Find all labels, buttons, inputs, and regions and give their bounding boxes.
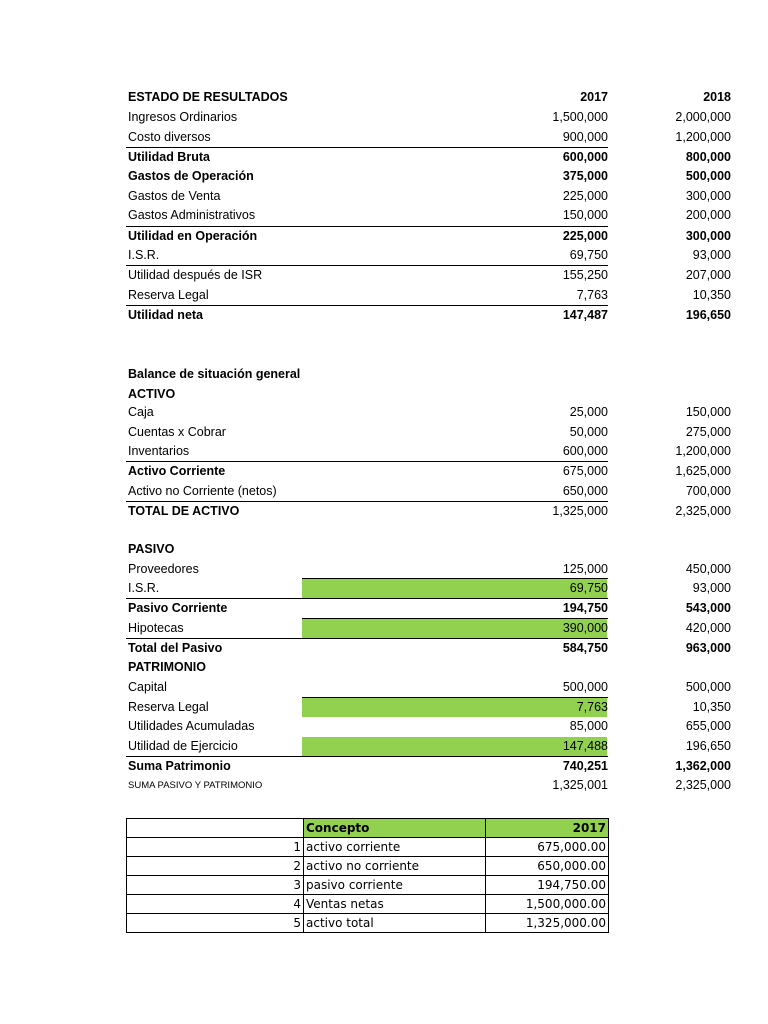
value-2017: 155,250	[562, 268, 608, 282]
value-2018: 500,000	[685, 680, 731, 694]
value-2018: 2,325,000	[675, 504, 731, 518]
value-2018: 543,000	[685, 601, 731, 615]
patrimonio-row	[126, 717, 731, 736]
value-2017: 147,487	[562, 308, 608, 322]
row-number: 4	[127, 895, 304, 914]
activo-row	[126, 403, 731, 422]
value-2017: 740,251	[562, 759, 608, 773]
balance-title-row	[126, 365, 608, 384]
patrimonio-heading: PATRIMONIO	[128, 660, 207, 674]
row-label: I.S.R.	[128, 581, 160, 595]
value-2017: 125,000	[562, 562, 608, 576]
patrimonio-heading-row	[126, 658, 608, 677]
row-label: Activo no Corriente (netos)	[128, 484, 277, 498]
value-2017: 150,000	[562, 208, 608, 222]
value-2018: 1,200,000	[675, 444, 731, 458]
value-2018: 1,625,000	[675, 464, 731, 478]
patrimonio-row	[126, 737, 731, 756]
income-row	[126, 266, 731, 285]
row-label: Inventarios	[128, 444, 190, 458]
row-label: Utilidad en Operación	[128, 229, 258, 243]
value-2017: 7,763	[576, 288, 608, 302]
value-2018: 93,000	[692, 248, 731, 262]
row-label: Utilidades Acumuladas	[128, 719, 255, 733]
row-label: Gastos de Venta	[128, 189, 221, 203]
row-label: Capital	[128, 680, 167, 694]
row-label: TOTAL DE ACTIVO	[128, 504, 240, 518]
row-concept: Ventas netas	[304, 895, 486, 914]
concept-table-header	[127, 819, 609, 838]
income-row	[126, 128, 731, 147]
value-2018: 2,000,000	[675, 110, 731, 124]
value-2017: 194,750	[562, 601, 608, 615]
row-label: Utilidad neta	[128, 308, 204, 322]
value-2018: 655,000	[685, 719, 731, 733]
row-label: SUMA PASIVO Y PATRIMONIO	[128, 780, 263, 791]
row-label: Total del Pasivo	[128, 641, 223, 655]
pasivo-row	[126, 599, 731, 618]
balance-title: Balance de situación general	[128, 367, 301, 381]
value-2017: 650,000	[562, 484, 608, 498]
value-2017: 500,000	[562, 680, 608, 694]
income-row	[126, 187, 731, 206]
value-2017: 50,000	[569, 425, 608, 439]
income-title: ESTADO DE RESULTADOS	[128, 90, 288, 104]
value-2017: 1,325,001	[552, 778, 608, 792]
table-row	[127, 876, 609, 895]
value-2017: 69,750	[569, 581, 608, 595]
value-2017: 675,000	[562, 464, 608, 478]
value-2018: 300,000	[685, 229, 731, 243]
row-value: 194,750.00	[486, 876, 609, 895]
activo-row	[126, 502, 731, 521]
value-2017: 600,000	[562, 444, 608, 458]
income-row	[126, 108, 731, 127]
header-num-cell	[127, 819, 304, 838]
income-header-row	[126, 88, 731, 107]
value-2018: 196,650	[685, 739, 731, 753]
income-row	[126, 167, 731, 186]
row-number: 2	[127, 857, 304, 876]
activo-row	[126, 442, 731, 461]
table-row	[127, 914, 609, 933]
income-row	[126, 286, 731, 305]
row-concept: activo corriente	[304, 838, 486, 857]
value-2018: 196,650	[685, 308, 731, 322]
row-label: Reserva Legal	[128, 700, 209, 714]
pasivo-row	[126, 639, 731, 658]
value-2018: 10,350	[692, 288, 731, 302]
value-2017: 390,000	[562, 621, 608, 635]
patrimonio-row	[126, 776, 731, 795]
row-label: I.S.R.	[128, 248, 160, 262]
row-label: Utilidad después de ISR	[128, 268, 263, 282]
patrimonio-row	[126, 757, 731, 776]
value-2017: 69,750	[569, 248, 608, 262]
row-value: 650,000.00	[486, 857, 609, 876]
table-row	[127, 895, 609, 914]
activo-row	[126, 482, 731, 501]
value-2018: 275,000	[685, 425, 731, 439]
row-concept: activo no corriente	[304, 857, 486, 876]
row-concept: activo total	[304, 914, 486, 933]
patrimonio-row	[126, 678, 731, 697]
value-2018: 10,350	[692, 700, 731, 714]
value-2017: 7,763	[576, 700, 608, 714]
value-2017: 1,500,000	[552, 110, 608, 124]
year-2017-header: 2017	[580, 90, 608, 104]
row-label: Reserva Legal	[128, 288, 209, 302]
row-label: Pasivo Corriente	[128, 601, 228, 615]
value-2018: 200,000	[685, 208, 731, 222]
row-label: Caja	[128, 405, 154, 419]
row-label: Ingresos Ordinarios	[128, 110, 238, 124]
value-2018: 207,000	[685, 268, 731, 282]
value-2018: 963,000	[685, 641, 731, 655]
row-number: 1	[127, 838, 304, 857]
value-2018: 450,000	[685, 562, 731, 576]
pasivo-row	[126, 560, 731, 579]
income-row	[126, 148, 731, 167]
row-label: Proveedores	[128, 562, 199, 576]
row-label: Utilidad de Ejercicio	[128, 739, 238, 753]
value-2018: 800,000	[685, 150, 731, 164]
value-2017: 85,000	[569, 719, 608, 733]
row-number: 3	[127, 876, 304, 895]
value-2018: 93,000	[692, 581, 731, 595]
header-year: 2017	[486, 819, 609, 838]
row-label: Activo Corriente	[128, 464, 226, 478]
value-2018: 2,325,000	[675, 778, 731, 792]
value-2018: 1,362,000	[675, 759, 731, 773]
row-value: 1,325,000.00	[486, 914, 609, 933]
concept-table	[126, 818, 609, 933]
header-concept: Concepto	[304, 819, 486, 838]
row-value: 1,500,000.00	[486, 895, 609, 914]
pasivo-heading-row	[126, 540, 608, 559]
row-label: Cuentas x Cobrar	[128, 425, 226, 439]
pasivo-heading: PASIVO	[128, 542, 175, 556]
value-2017: 147,488	[562, 739, 608, 753]
pasivo-row	[126, 579, 731, 598]
row-label: Gastos Administrativos	[128, 208, 256, 222]
patrimonio-row	[126, 698, 731, 717]
activo-row	[126, 462, 731, 481]
row-concept: pasivo corriente	[304, 876, 486, 895]
row-label: Suma Patrimonio	[128, 759, 231, 773]
value-2018: 420,000	[685, 621, 731, 635]
value-2017: 900,000	[562, 130, 608, 144]
row-number: 5	[127, 914, 304, 933]
value-2018: 700,000	[685, 484, 731, 498]
activo-row	[126, 423, 731, 442]
value-2017: 600,000	[562, 150, 608, 164]
income-row	[126, 227, 731, 246]
value-2018: 500,000	[685, 169, 731, 183]
row-value: 675,000.00	[486, 838, 609, 857]
value-2018: 300,000	[685, 189, 731, 203]
pasivo-row	[126, 619, 731, 638]
value-2018: 150,000	[685, 405, 731, 419]
value-2017: 1,325,000	[552, 504, 608, 518]
row-label: Costo diversos	[128, 130, 211, 144]
income-row	[126, 246, 731, 265]
activo-heading-row	[126, 385, 608, 404]
value-2017: 25,000	[569, 405, 608, 419]
income-row	[126, 306, 731, 325]
value-2017: 225,000	[562, 189, 608, 203]
value-2017: 375,000	[562, 169, 608, 183]
activo-heading: ACTIVO	[128, 387, 176, 401]
value-2017: 225,000	[562, 229, 608, 243]
row-label: Gastos de Operación	[128, 169, 254, 183]
value-2017: 584,750	[562, 641, 608, 655]
row-label: Hipotecas	[128, 621, 184, 635]
table-row	[127, 838, 609, 857]
year-2018-header: 2018	[703, 90, 731, 104]
table-row	[127, 857, 609, 876]
value-2018: 1,200,000	[675, 130, 731, 144]
income-row	[126, 206, 731, 225]
row-label: Utilidad Bruta	[128, 150, 210, 164]
